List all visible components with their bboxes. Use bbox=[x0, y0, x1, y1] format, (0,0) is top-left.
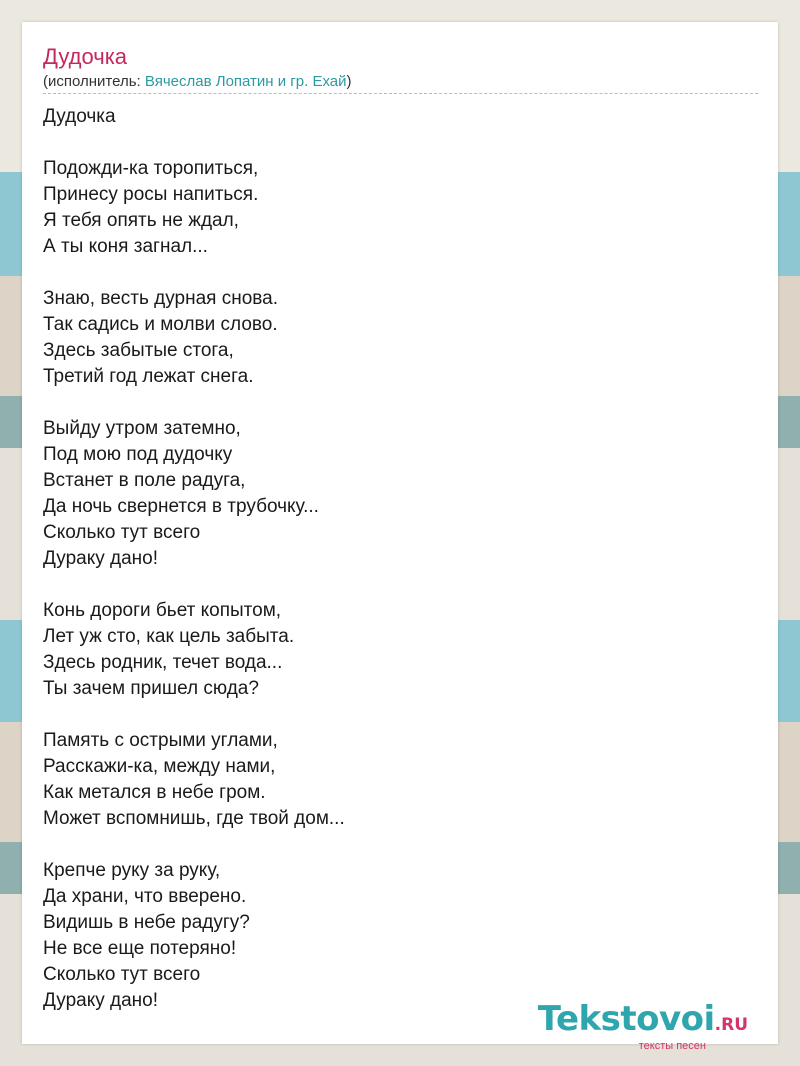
lyric-line: Под мою под дудочку bbox=[43, 444, 233, 465]
title-divider bbox=[43, 93, 758, 94]
stanza-gap bbox=[43, 130, 753, 156]
lyric-line: Я тебя опять не ждал, bbox=[43, 210, 239, 231]
lyric-line: Принесу росы напиться. bbox=[43, 184, 259, 205]
lyric-line: Как метался в небе гром. bbox=[43, 782, 266, 803]
lyric-line: Лет уж сто, как цель забыта. bbox=[43, 626, 295, 647]
lyric-line: Не все еще потеряно! bbox=[43, 938, 237, 959]
artist-link[interactable]: Вячеслав Лопатин и гр. Ехай bbox=[144, 73, 347, 90]
lyrics-text bbox=[43, 104, 753, 1014]
lyric-line: Знаю, весть дурная снова. bbox=[43, 288, 279, 309]
lyric-line: Память с острыми углами, bbox=[43, 730, 278, 751]
lyric-line: А ты коня загнал... bbox=[43, 236, 208, 257]
lyric-line: Выйду утром затемно, bbox=[43, 418, 241, 439]
lyric-line: Так садись и молви слово. bbox=[43, 314, 278, 335]
lyric-line: Третий год лежат снега. bbox=[43, 366, 254, 387]
logo-tld: .RU bbox=[714, 1015, 748, 1035]
lyric-line: Может вспомнишь, где твой дом... bbox=[43, 808, 345, 829]
song-title: Дудочка bbox=[43, 44, 128, 69]
lyric-line: Здесь забытые стога, bbox=[43, 340, 234, 361]
stanza-gap bbox=[43, 572, 753, 598]
stanza-gap bbox=[43, 832, 753, 858]
logo-name: Tekstovoi bbox=[537, 999, 715, 1039]
artist-line bbox=[43, 73, 352, 90]
lyric-line: Сколько тут всего bbox=[43, 522, 201, 543]
stanza-gap bbox=[43, 702, 753, 728]
logo-wordmark bbox=[538, 1000, 748, 1044]
lyrics-card bbox=[22, 22, 778, 1052]
lyric-line: Ты зачем пришел сюда? bbox=[43, 678, 259, 699]
stanza-gap bbox=[43, 390, 753, 416]
lyric-line: Сколько тут всего bbox=[43, 964, 201, 985]
stanza-gap bbox=[43, 260, 753, 286]
site-logo[interactable] bbox=[538, 1000, 748, 1052]
lyric-line: Здесь родник, течет вода... bbox=[43, 652, 283, 673]
lyric-line: Видишь в небе радугу? bbox=[43, 912, 250, 933]
logo-tagline: тексты песен bbox=[638, 1040, 706, 1052]
lyric-line: Дураку дано! bbox=[43, 990, 159, 1011]
lyric-line: Дураку дано! bbox=[43, 548, 159, 569]
lyric-line: Да ночь свернется в трубочку... bbox=[43, 496, 319, 517]
lyric-line: Расскажи-ка, между нами, bbox=[43, 756, 276, 777]
lyric-line: Встанет в поле радуга, bbox=[43, 470, 246, 491]
lyric-line: Да храни, что вверено. bbox=[43, 886, 247, 907]
lyric-line: Подожди-ка торопиться, bbox=[43, 158, 259, 179]
lyric-line: Дудочка bbox=[43, 106, 116, 127]
artist-suffix: ) bbox=[346, 73, 352, 90]
artist-prefix: (исполнитель: bbox=[43, 73, 145, 90]
lyric-line: Крепче руку за руку, bbox=[43, 860, 221, 881]
lyric-line: Конь дороги бьет копытом, bbox=[43, 600, 282, 621]
